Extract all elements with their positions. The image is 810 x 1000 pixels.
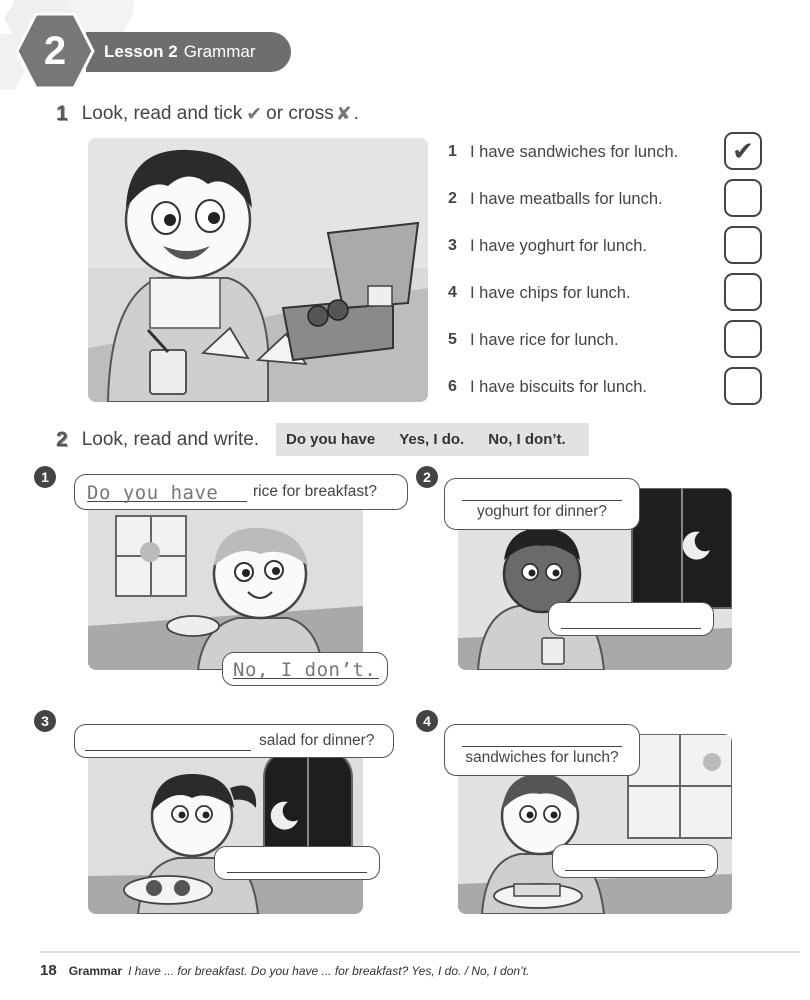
tick-box-1[interactable]: ✔ <box>724 132 762 170</box>
unit-number: 2 <box>43 28 67 73</box>
unit-badge <box>14 10 96 92</box>
speech-bubble-question <box>74 474 408 510</box>
instruction-or: or cross <box>266 103 334 124</box>
tick-box-2[interactable] <box>724 179 762 217</box>
speech-bubble-question <box>444 478 640 530</box>
list-item <box>448 367 768 407</box>
question-text: salad for dinner? <box>259 732 375 749</box>
question-text: rice for breakfast? <box>253 483 378 500</box>
exercise-1-heading <box>56 102 359 126</box>
answer-field-reply-3[interactable] <box>227 853 367 873</box>
footer-summary: I have ... for breakfast. Do you have ... for breakfast? Yes, I do. / No, I don’t. <box>128 964 530 978</box>
list-item <box>448 132 768 172</box>
list-item <box>448 320 768 360</box>
girl-breakfast-illustration <box>88 506 363 670</box>
tick-box-3[interactable] <box>724 226 762 264</box>
sentence-number: 5 <box>448 331 457 348</box>
sentence-text: I have biscuits for lunch. <box>470 377 648 396</box>
question-text: yoghurt for dinner? <box>476 503 608 520</box>
exercise-2-heading <box>56 428 259 452</box>
instruction-text: Look, read and write. <box>81 429 260 450</box>
speech-bubble-reply <box>214 846 380 880</box>
lunch-illustration <box>88 138 428 402</box>
lesson-title-bar <box>86 32 291 72</box>
answer-field-1[interactable]: Do you have <box>87 482 247 502</box>
sentence-number: 3 <box>448 237 457 254</box>
speech-bubble-question <box>74 724 394 758</box>
phrase-box <box>276 423 589 456</box>
instruction-text: Look, read and tick <box>81 103 243 124</box>
answer-field-reply-1[interactable]: No, I don’t. <box>233 659 379 679</box>
lesson-label: Lesson 2 <box>104 42 178 61</box>
girl-dinner-illustration <box>88 748 363 914</box>
panel-number: 1 <box>34 466 56 488</box>
phrase-no: No, I don’t. <box>488 431 566 448</box>
panel-1-illustration <box>88 506 363 670</box>
exercise-number: 2 <box>56 428 68 451</box>
sentence-text: I have yoghurt for lunch. <box>470 236 648 255</box>
sentence-number: 4 <box>448 284 457 301</box>
speech-bubble-question <box>444 724 640 776</box>
sentence-number: 1 <box>448 143 457 160</box>
sentence-number: 6 <box>448 378 457 395</box>
speech-bubble-reply <box>222 652 388 686</box>
list-item <box>448 179 768 219</box>
page-number: 18 <box>40 962 57 979</box>
lesson-name: Grammar <box>183 42 256 61</box>
footer-topic: Grammar <box>68 964 123 978</box>
panel-number: 2 <box>416 466 438 488</box>
tick-box-6[interactable] <box>724 367 762 405</box>
sentence-number: 2 <box>448 190 457 207</box>
sentence-text: I have sandwiches for lunch. <box>470 142 679 161</box>
phrase-yes: Yes, I do. <box>399 431 465 448</box>
page-footer <box>40 962 529 979</box>
speech-bubble-reply <box>552 844 718 878</box>
tick-icon: ✔ <box>246 103 263 125</box>
footer-divider <box>40 951 800 953</box>
question-text: sandwiches for lunch? <box>465 749 619 766</box>
answer-field-reply-4[interactable] <box>565 851 705 871</box>
speech-bubble-reply <box>548 602 714 636</box>
sentence-text: I have rice for lunch. <box>470 330 619 349</box>
cross-icon: ✘ <box>335 103 352 125</box>
panel-3-illustration <box>88 748 363 914</box>
answer-field-4[interactable] <box>462 733 622 747</box>
panel-number: 3 <box>34 710 56 732</box>
tick-box-4[interactable] <box>724 273 762 311</box>
list-item <box>448 226 768 266</box>
panel-number: 4 <box>416 710 438 732</box>
sentence-text: I have chips for lunch. <box>470 283 631 302</box>
answer-field-3[interactable] <box>85 731 251 751</box>
list-item <box>448 273 768 313</box>
exercise-number: 1 <box>56 102 68 125</box>
answer-field-reply-2[interactable] <box>561 609 701 629</box>
tick-box-5[interactable] <box>724 320 762 358</box>
sentence-text: I have meatballs for lunch. <box>470 189 663 208</box>
phrase-do-you-have: Do you have <box>286 431 376 448</box>
boy-lunchbox-illustration <box>88 138 428 402</box>
instruction-end: . <box>353 103 359 124</box>
answer-field-2[interactable] <box>462 487 622 501</box>
